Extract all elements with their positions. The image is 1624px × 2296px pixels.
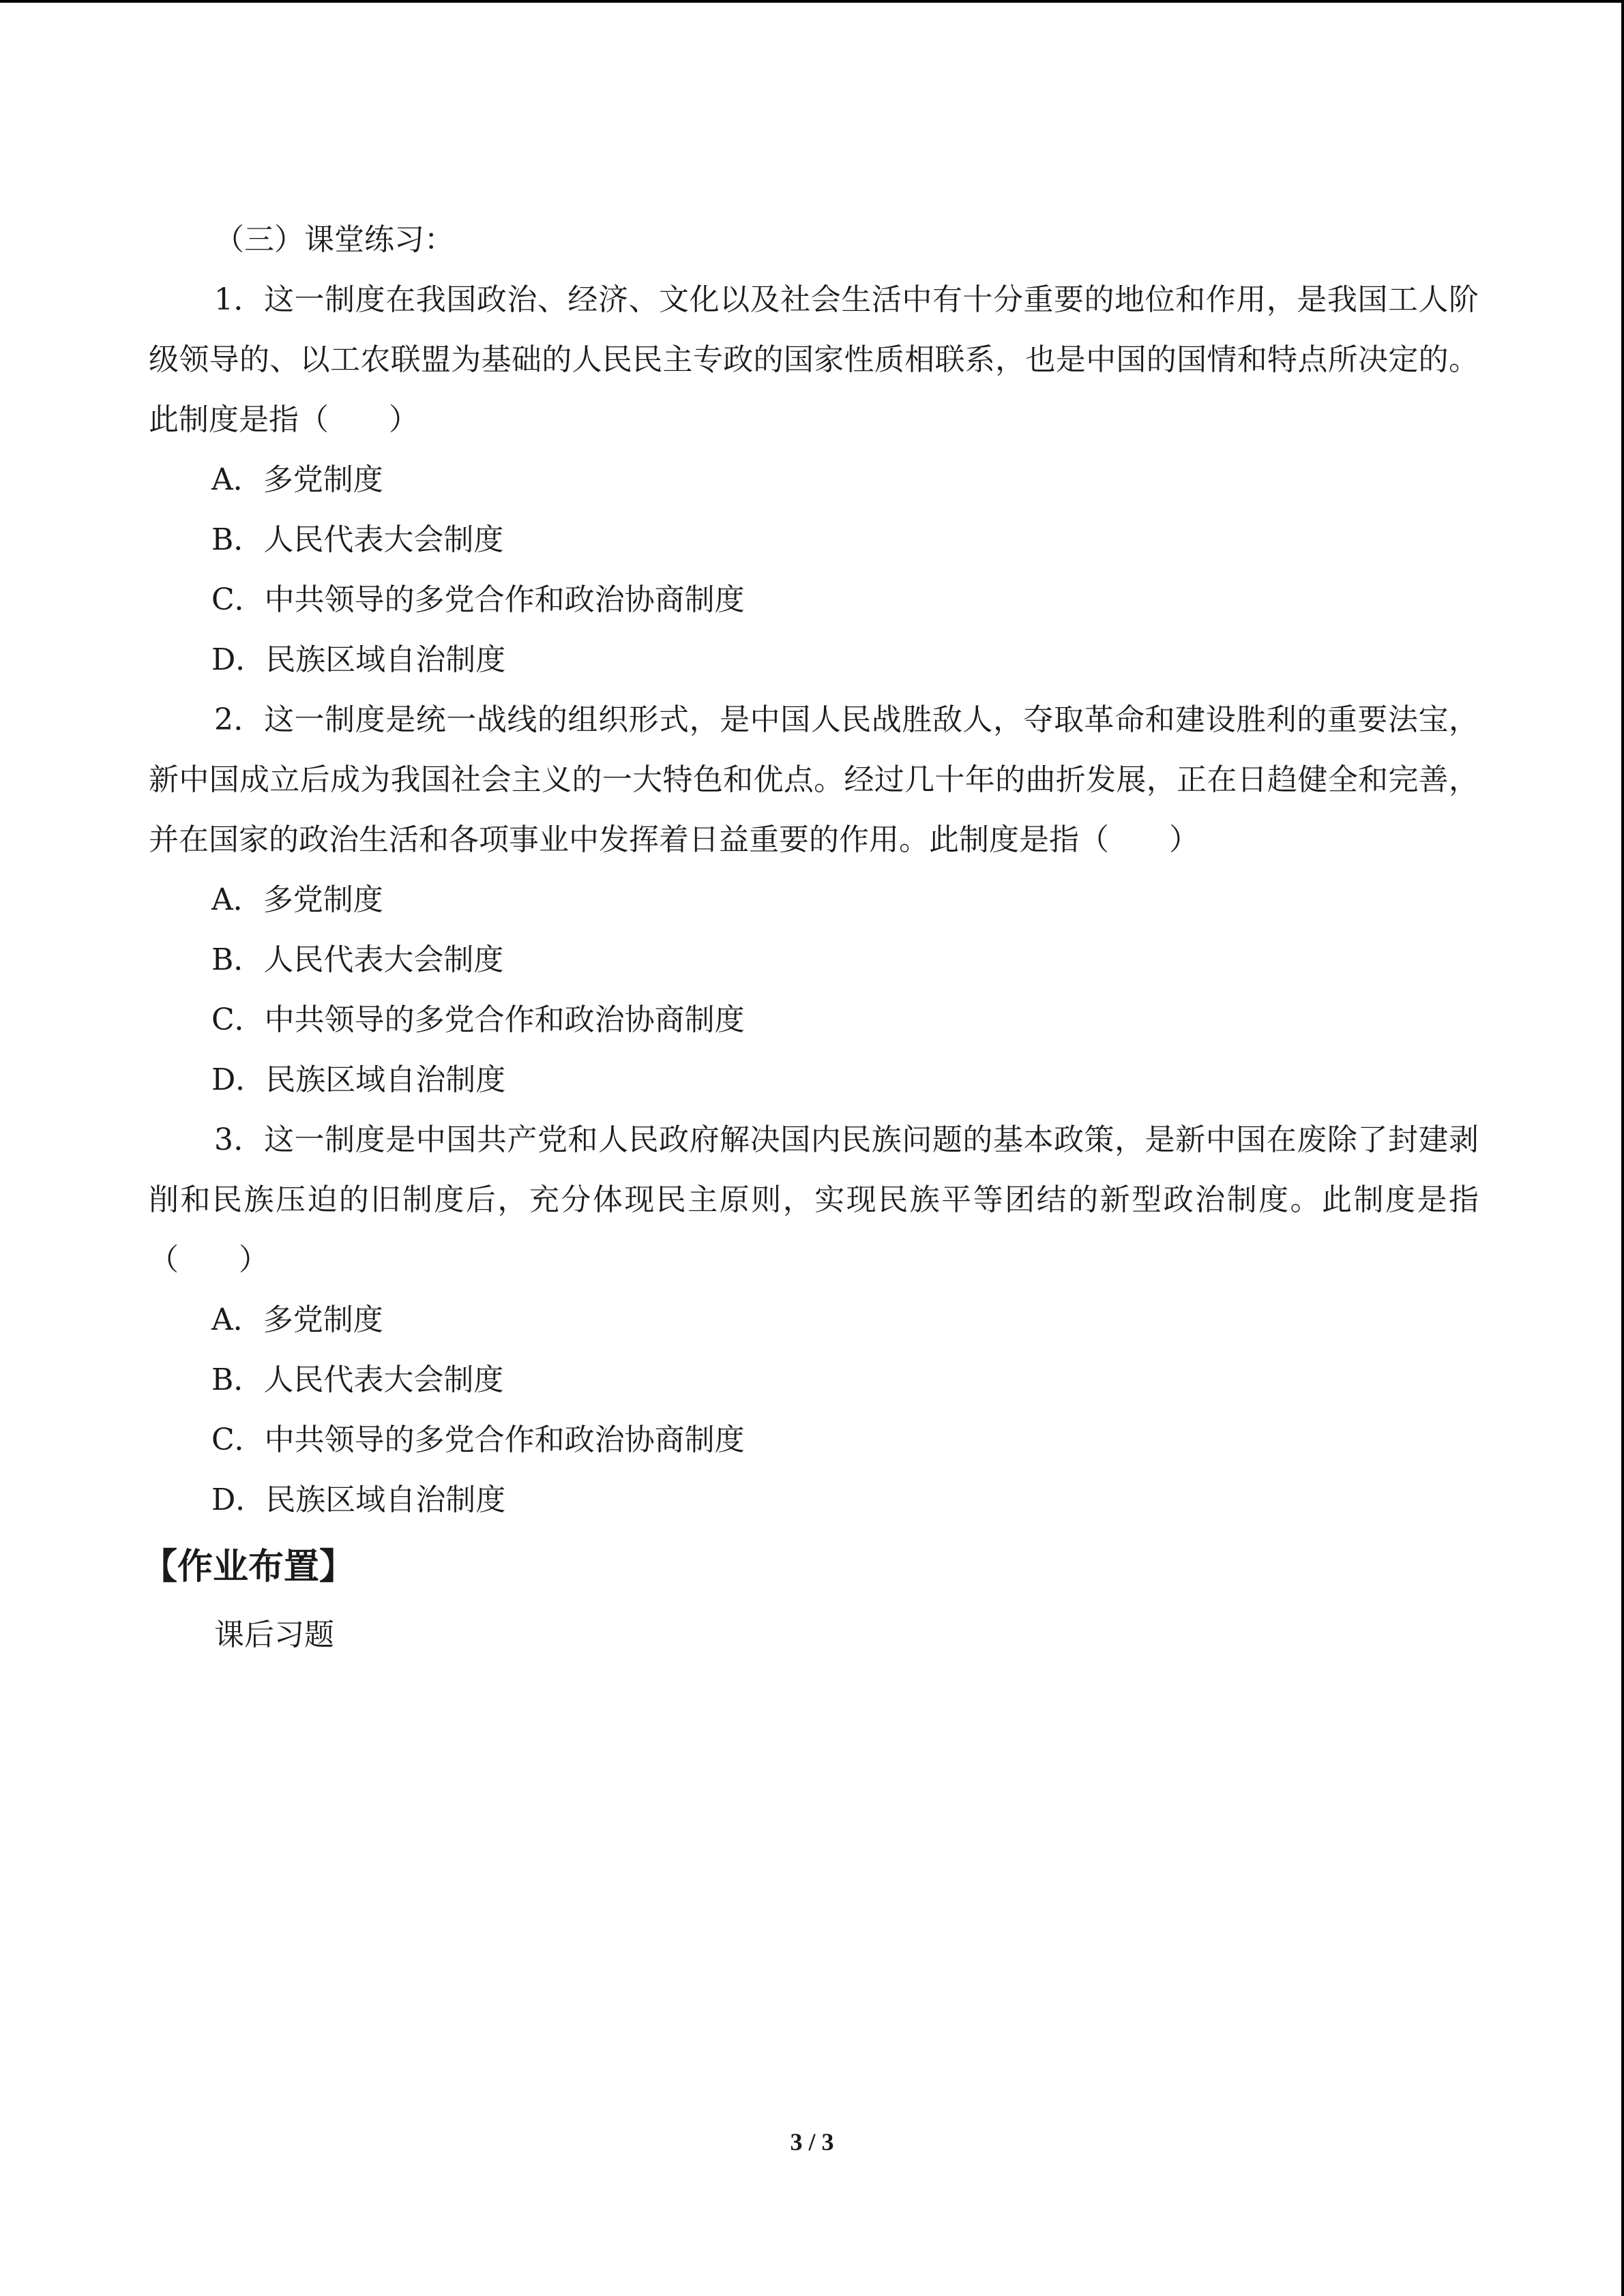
- option-b: B．人民代表大会制度: [211, 942, 504, 977]
- option-c: C．中共领导的多党合作和政治协商制度: [211, 1002, 745, 1037]
- homework-heading: 【作业布置】: [142, 1547, 355, 1587]
- option-d: D．民族区域自治制度: [211, 642, 506, 677]
- option-c: C．中共领导的多党合作和政治协商制度: [211, 582, 745, 617]
- option-a: A．多党制度: [211, 882, 383, 917]
- question-2: [149, 690, 1479, 1110]
- document-body: [142, 210, 1479, 1669]
- option-b: B．人民代表大会制度: [211, 522, 504, 557]
- question-stem: 1．这一制度在我国政治、经济、文化以及社会生活中有十分重要的地位和作用，是我国工人阶级领导的、以工农联盟为基础的人民民主专政的国家性质相联系，也是中国的国情和特点所决定的。此制度是指（ ）: [149, 282, 1479, 437]
- question-stem: 2．这一制度是统一战线的组织形式，是中国人民战胜敌人，夺取革命和建设胜利的重要法宝，新中国成立后成为我国社会主义的一大特色和优点。经过几十年的曲折发展，正在日趋健全和完善，并在国家的政治生活和各项事业中发挥着日益重要的作用。此制度是指（ ）: [149, 702, 1479, 857]
- option-c: C．中共领导的多党合作和政治协商制度: [211, 1422, 745, 1457]
- page-border-top: [0, 0, 1624, 3]
- option-d: D．民族区域自治制度: [211, 1062, 506, 1097]
- option-b: B．人民代表大会制度: [211, 1362, 504, 1397]
- page-border-right: [1621, 0, 1624, 2296]
- option-a: A．多党制度: [211, 462, 383, 497]
- option-a: A．多党制度: [211, 1302, 383, 1337]
- option-d: D．民族区域自治制度: [211, 1482, 506, 1517]
- question-1: [149, 270, 1479, 690]
- homework-text: 课后习题: [214, 1617, 334, 1652]
- question-3: [149, 1110, 1479, 1530]
- section-title: （三）课堂练习：: [214, 222, 454, 257]
- question-stem: 3．这一制度是中国共产党和人民政府解决国内民族问题的基本政策，是新中国在废除了封建剥削和民族压迫的旧制度后，充分体现民主原则，实现民族平等团结的新型政治制度。此制度是指（ ）: [149, 1122, 1479, 1277]
- page-number: 3 / 3: [790, 2128, 834, 2156]
